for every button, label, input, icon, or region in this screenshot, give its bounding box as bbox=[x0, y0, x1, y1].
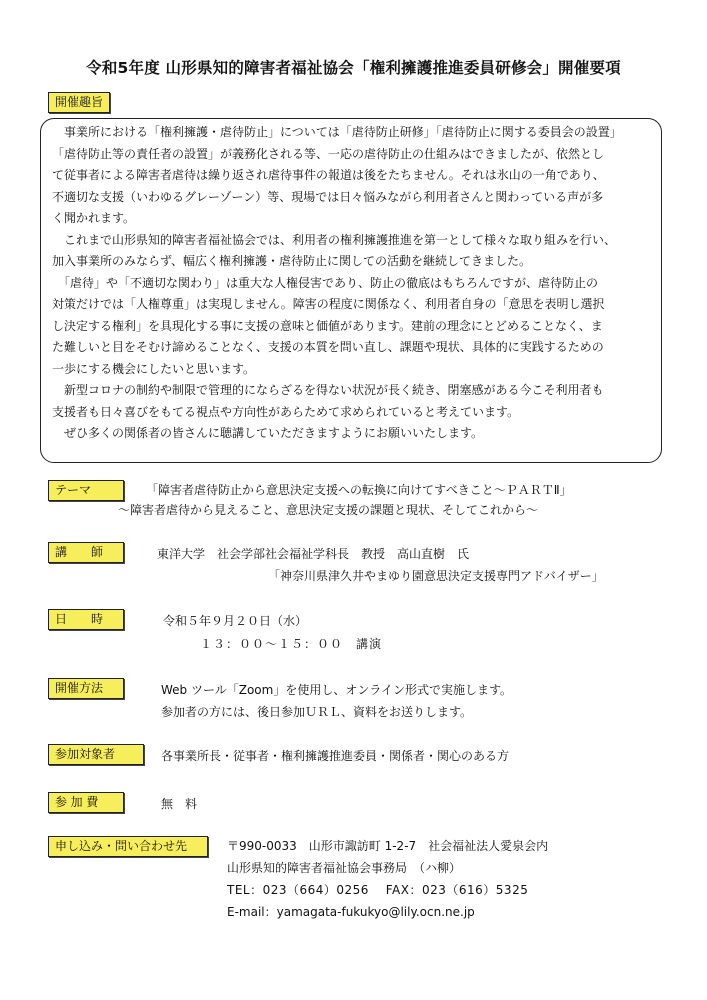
purpose-line: 事業所における「権利擁護・虐待防止」については「虐待防止研修」「虐待防止に関する委員会の設置」 bbox=[52, 125, 622, 139]
target-line-1: 各事業所長・従事者・権利擁護推進委員・関係者・関心のある方 bbox=[161, 749, 510, 763]
method-line-2: 参加者の方には、後日参加ＵＲＬ、資料をお送りします。 bbox=[161, 705, 473, 719]
purpose-line: 新型コロナの制約や制限で管理的にならざるを得ない状況が長く続き、閉塞感がある今こそ利用者も bbox=[52, 383, 604, 397]
purpose-line: 「虐待防止等の責任者の設置」が義務化される等、一応の虐待防止の仕組みはできましたが、依然とし bbox=[52, 146, 605, 161]
purpose-line: 加入事業所のみならず、幅広く権利擁護・虐待防止に関しての活動を継続してきました。 bbox=[52, 254, 532, 268]
method-line-1: Web ツール「Zoom」を使用し、オンライン形式で実施します。 bbox=[161, 683, 513, 697]
purpose-label: 開催趣旨 bbox=[48, 92, 110, 113]
target-label: 参加対象者 bbox=[48, 744, 144, 765]
datetime-line-1: 令和５年９月２０日（水） bbox=[163, 614, 308, 628]
purpose-line: く聞かれます。 bbox=[52, 211, 136, 225]
lecturer-label: 講 師 bbox=[48, 542, 124, 563]
contact-email[interactable]: E-mail：yamagata-fukukyo@lily.ocn.ne.jp bbox=[227, 905, 475, 919]
purpose-line: 「虐待」や「不適切な関わり」は重大な人権侵害であり、防止の徹底はもちろんですが、虐待防止の bbox=[52, 275, 599, 290]
theme-line-2: ～障害者虐待から見えること、意思決定支援の課題と現状、そしてこれから～ bbox=[118, 503, 539, 517]
purpose-line: ぜひ多くの関係者の皆さんに聴講していただきますようにお願いいたします。 bbox=[52, 426, 484, 440]
lecturer-line-2: 「神奈川県津久井やまゆり園意思決定支援専門アドバイザー」 bbox=[268, 569, 604, 583]
purpose-line: 一歩にする機会にしたいと思います。 bbox=[52, 361, 256, 376]
page-title: 令和5年度 山形県知的障害者福祉協会「権利擁護推進委員研修会」開催要項 bbox=[86, 59, 621, 77]
contact-label: 申し込み・問い合わせ先 bbox=[48, 836, 208, 857]
purpose-line: 支援者も日々喜びをもてる視点や方向性があらためて求められていると考えています。 bbox=[52, 404, 520, 419]
purpose-line: し決定する権利」を具現化する事に支援の意味と価値があります。建前の理念にとどめることなく、ま bbox=[52, 318, 603, 333]
method-label: 開催方法 bbox=[48, 678, 124, 699]
purpose-line: 不適切な支援（いわゆるグレーゾーン）等、現場では日々悩みながら利用者さんと関わっている声が多 bbox=[52, 189, 604, 204]
contact-line-1: 〒990-0033 山形市諏訪町 1-2-7 社会福祉法人愛泉会内 bbox=[227, 839, 549, 853]
purpose-line: て従事者による障害者虐待は繰り返され虐待事件の報道は後をたちません。それは氷山の一角であり、 bbox=[52, 168, 605, 182]
purpose-line: 対策だけでは「人権尊重」は実現しません。障害の程度に関係なく、利用者自身の「意思を表明し選択 bbox=[52, 297, 605, 311]
datetime-label: 日 時 bbox=[48, 609, 124, 630]
theme-line-1: 「障害者虐待防止から意思決定支援への転換に向けてすべきこと～ＰＡＲＴⅡ」 bbox=[146, 483, 572, 497]
contact-line-3: TEL：023（664）0256 FAX：023（616）5325 bbox=[227, 883, 529, 897]
fee-line-1: 無 料 bbox=[161, 797, 198, 811]
contact-line-2: 山形県知的障害者福祉協会事務局 （ハ柳） bbox=[227, 861, 462, 875]
lecturer-line-1: 東洋大学 社会学部社会福祉学科長 教授 高山直樹 氏 bbox=[157, 547, 470, 561]
datetime-line-2: １３：００～１５：００ 講演 bbox=[200, 637, 383, 651]
fee-label: 参加費 bbox=[48, 792, 124, 813]
theme-label: テーマ bbox=[48, 480, 124, 501]
purpose-line: これまで山形県知的障害者福祉協会では、利用者の権利擁護推進を第一として様々な取り組みを行い、 bbox=[52, 232, 617, 247]
purpose-line: た難しいと目をそむけ諦めることなく、支援の本質を問い直し、課題や現状、具体的に実践するための bbox=[52, 340, 604, 354]
